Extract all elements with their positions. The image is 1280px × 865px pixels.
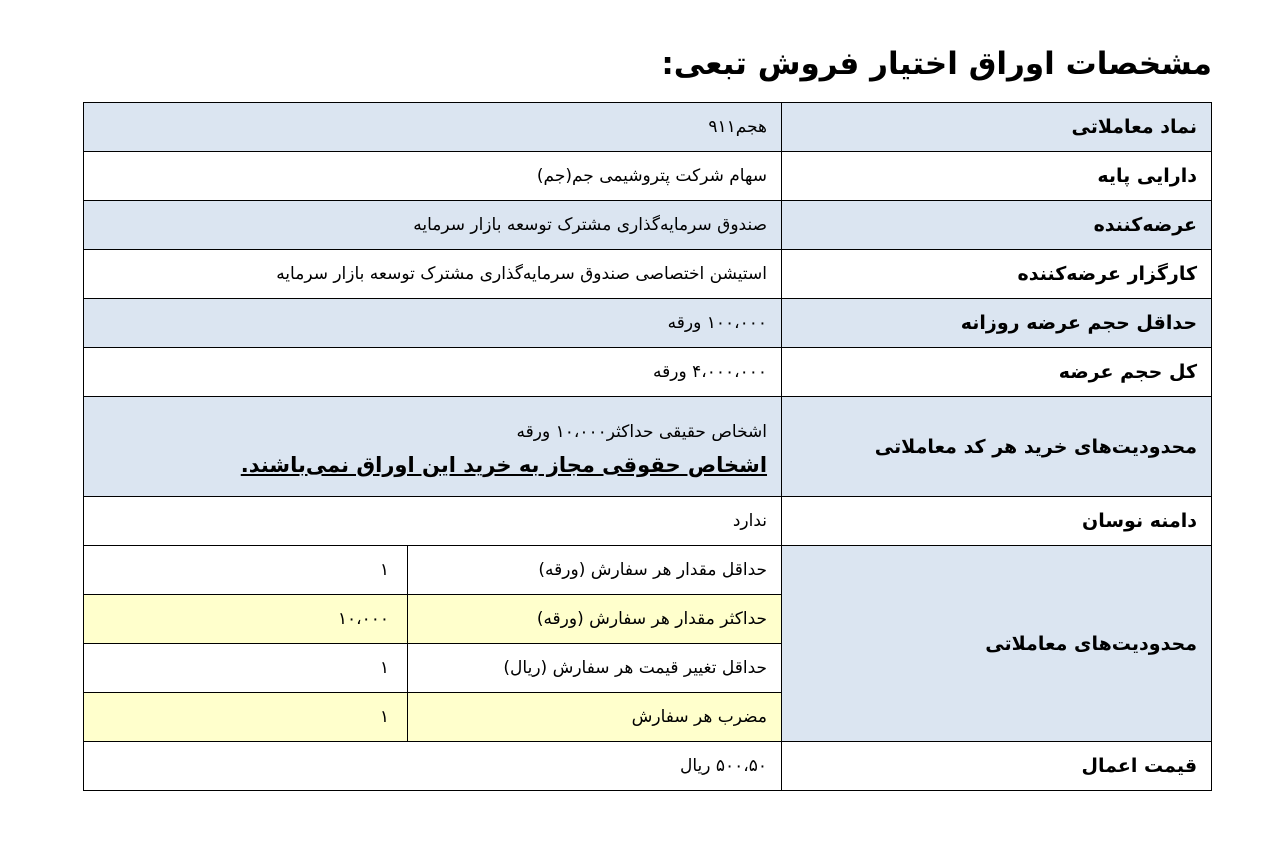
table-row-symbol (84, 103, 1212, 152)
purchase-limits-label: محدودیت‌های خرید هر کد معاملاتی (782, 397, 1212, 497)
trading-limit-value: ۱ (84, 644, 408, 693)
table-row-purchase-limits (84, 397, 1212, 497)
trading-limit-name: مضرب هر سفارش (408, 693, 782, 742)
table-row-exercise-price (84, 742, 1212, 791)
table-row-issuer (84, 201, 1212, 250)
underlying-value: سهام شرکت پتروشیمی جم(جم) (84, 152, 782, 201)
symbol-label: نماد معاملاتی (782, 103, 1212, 152)
issuer-value: صندوق سرمایه‌گذاری مشترک توسعه بازار سرمایه (84, 201, 782, 250)
table-row-min-daily-offer (84, 299, 1212, 348)
exercise-price-value: ۵۰۰،۵۰ ریال (84, 742, 782, 791)
table-row-broker (84, 250, 1212, 299)
legal-persons-note: اشخاص حقوقی مجاز به خرید این اوراق نمی‌باشند. (240, 452, 768, 477)
total-offer-value: ۴،۰۰۰،۰۰۰ ورقه (84, 348, 782, 397)
trading-limits-label: محدودیت‌های معاملاتی (782, 546, 1212, 742)
purchase-limits-value (84, 397, 782, 497)
broker-value: استیشن اختصاصی صندوق سرمایه‌گذاری مشترک توسعه بازار سرمایه (84, 250, 782, 299)
trading-limit-name: حداقل تغییر قیمت هر سفارش (ریال) (408, 644, 782, 693)
fluctuation-value: ندارد (84, 497, 782, 546)
broker-label: کارگزار عرضه‌کننده (782, 250, 1212, 299)
trading-limit-name: حداقل مقدار هر سفارش (ورقه) (408, 546, 782, 595)
trading-limit-name: حداکثر مقدار هر سفارش (ورقه) (408, 595, 782, 644)
page-title: مشخصات اوراق اختیار فروش تبعی: (661, 46, 1212, 82)
min-daily-offer-label: حداقل حجم عرضه روزانه (782, 299, 1212, 348)
natural-persons-limit: اشخاص حقیقی حداکثر۱۰،۰۰۰ ورقه (516, 421, 768, 442)
spec-table (83, 102, 1212, 791)
table-row-fluctuation (84, 497, 1212, 546)
total-offer-label: کل حجم عرضه (782, 348, 1212, 397)
fluctuation-label: دامنه نوسان (782, 497, 1212, 546)
exercise-price-label: قیمت اعمال (782, 742, 1212, 791)
table-row-total-offer (84, 348, 1212, 397)
symbol-value: هجم۹۱۱ (84, 103, 782, 152)
issuer-label: عرضه‌کننده (782, 201, 1212, 250)
underlying-label: دارایی پایه (782, 152, 1212, 201)
table-row-trading-limit (84, 546, 1212, 595)
min-daily-offer-value: ۱۰۰،۰۰۰ ورقه (84, 299, 782, 348)
table-row-underlying (84, 152, 1212, 201)
trading-limit-value: ۱۰،۰۰۰ (84, 595, 408, 644)
trading-limit-value: ۱ (84, 693, 408, 742)
trading-limit-value: ۱ (84, 546, 408, 595)
